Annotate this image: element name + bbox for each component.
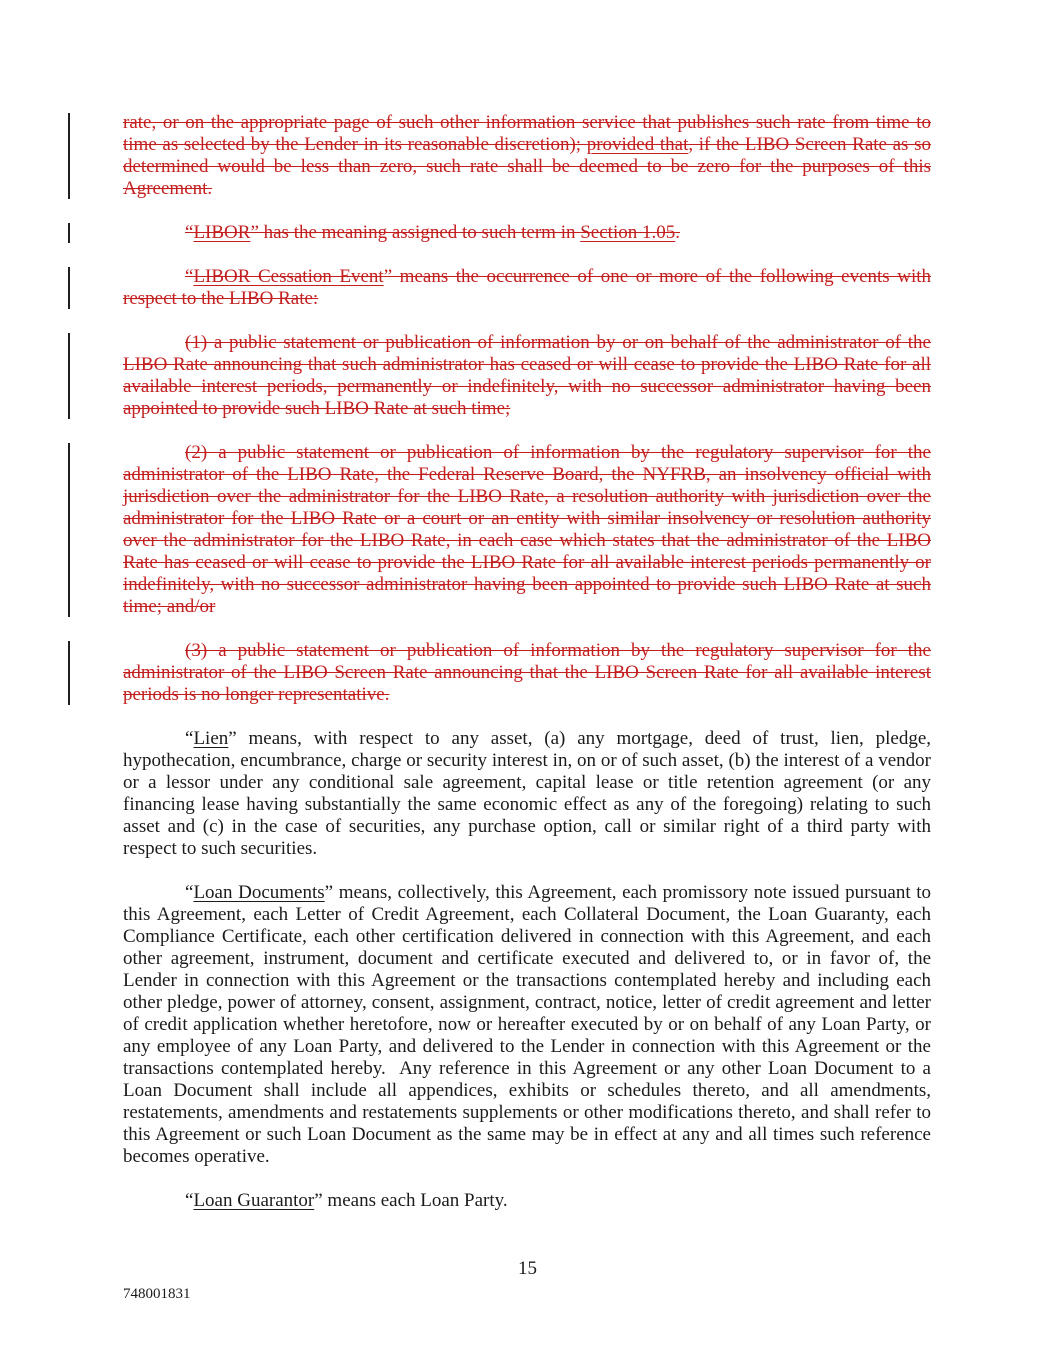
text-run: ” means each Loan Party. [314,1190,508,1211]
paragraph [123,728,931,860]
deleted-paragraph [123,266,931,310]
text-run: ” has the meaning assigned to such term in [250,222,581,243]
text-run: . [675,222,680,243]
defined-term: Loan Documents [193,882,325,903]
text-run: ” means, collectively, this Agreement, each promissory note issued pursuant to this Agreement, each Letter of Credit Agreement, each Collateral Document, the Loan Guaranty, each Compliance Certificate, each other certification delivered in connection with this Agreement, and each other agreement, instrument, document and certificate executed and delivered to, or in favor of, the Lender in connection with this Agreement or the transactions contemplated hereby and including each other pledge, power of attorney, consent, assignment, contract, notice, letter of credit agreement and letter of credit application whether heretofore, now or hereafter executed by or on behalf of any Loan Party, or any employee of any Loan Party, and delivered to the Lender in connection with this Agreement or the transactions contemplated hereby. Any reference in this Agreement or any other Loan Document to a Loan Document shall include all appendices, exhibits or schedules thereto, and all amendments, restatements, amendments and restatements supplements or other modifications thereto, and shall refer to this Agreement or such Loan Document as the same may be in effect at any and all times such reference becomes operative. [123,882,931,1167]
text-run: ” means, with respect to any asset, (a) any mortgage, deed of trust, lien, pledge, hypothecation, encumbrance, charge or security interest in, on or of such asset, (b) the interest of a vendor or a lessor under any conditional sale agreement, capital lease or title retention agreement (or any financing lease having substantially the same economic effect as any of the foregoing) relating to such asset and (c) in the case of securities, any purchase option, call or similar right of a third party with respect to such securities. [123,728,931,859]
defined-term: Section 1.05 [580,222,676,243]
deleted-paragraph [123,222,931,244]
paragraph [123,1190,931,1212]
document-body [123,112,931,1212]
deleted-paragraph [123,442,931,618]
text-run: “ [185,882,194,903]
defined-term: Loan Guarantor [193,1190,315,1211]
page-number: 15 [518,1258,537,1279]
text-run: , if the LIBO Screen Rate as so determined would be less than zero, such rate shall be deemed to be zero for the purposes of this Agreement. [123,134,931,199]
text-run: (3) a public statement or publication of information by the regulatory supervisor for the administrator of the LIBO Screen Rate announcing that the LIBO Screen Rate for all available interest periods is no longer representative. [123,640,931,705]
defined-term: LIBOR Cessation Event [193,266,384,287]
text-run: “ [185,222,194,243]
text-run: “ [185,266,194,287]
text-run: “ [185,1190,194,1211]
deleted-paragraph [123,332,931,420]
paragraph [123,882,931,1168]
text-run: ” means the occurrence of one or more of the following events with respect to the LIBO Rate: [123,266,932,309]
defined-term: Lien [193,728,229,749]
text-run: (1) a public statement or publication of information by or on behalf of the administrator of the LIBO Rate announcing that such administrator has ceased or will cease to provide the LIBO Rate for all available interest periods, permanently or indefinitely, with no successor administrator having been appointed to provide such LIBO Rate at such time; [123,332,931,419]
text-run: rate, or on the appropriate page of such other information service that publishes such rate from time to time as selected by the Lender in its reasonable discretion); [123,112,931,155]
deleted-paragraph [123,112,931,200]
text-run: (2) a public statement or publication of information by the regulatory supervisor for the administrator of the LIBO Rate, the Federal Reserve Board, the NYFRB, an insolvency official with jurisdiction over the administrator for the LIBO Rate, a resolution authority with jurisdiction over the administrator for the LIBO Rate or a court or an entity with similar insolvency or resolution authority over the administrator for the LIBO Rate, in each case which states that the administrator of the LIBO Rate has ceased or will cease to provide the LIBO Rate for all available interest periods permanently or indefinitely, with no successor administrator having been appointed to provide such LIBO Rate at such time; and/or [123,442,931,617]
document-id: 748001831 [123,1286,191,1302]
defined-term: provided that [586,134,689,155]
text-run: “ [185,728,194,749]
defined-term: LIBOR [193,222,251,243]
deleted-paragraph [123,640,931,706]
